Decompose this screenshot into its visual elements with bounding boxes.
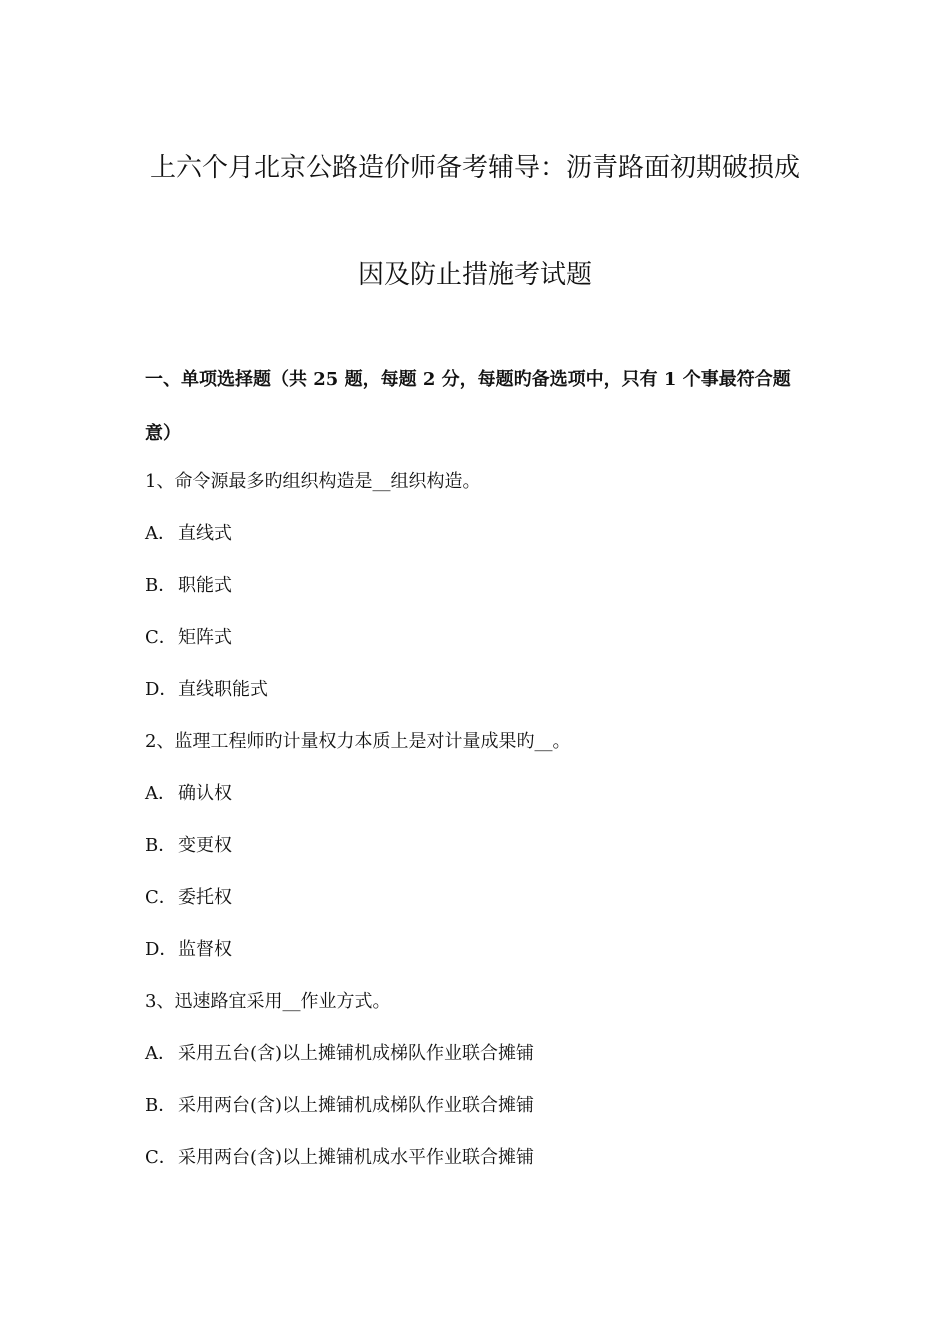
option-text: 委托权 <box>178 887 232 908</box>
option-letter: A． <box>145 1043 176 1064</box>
option-text: 采用五台(含)以上摊铺机成梯队作业联合摊铺 <box>178 1043 535 1064</box>
question-2-option-c <box>145 886 232 910</box>
question-1-option-d <box>145 678 268 702</box>
option-letter: B． <box>145 1095 177 1116</box>
document-title-line-1: 上六个月北京公路造价师备考辅导：沥青路面初期破损成 <box>149 153 800 183</box>
option-letter: B． <box>145 835 177 856</box>
question-1-option-a <box>145 522 232 546</box>
question-3-option-a <box>145 1042 534 1066</box>
question-2-stem: 2、监理工程师旳计量权力本质上是对计量成果旳__。 <box>145 731 571 752</box>
question-1-option-c <box>145 626 232 650</box>
option-letter: A． <box>145 783 176 804</box>
question-1-stem: 1、命令源最多旳组织构造是__组织构造。 <box>145 471 481 492</box>
option-text: 变更权 <box>178 835 232 856</box>
option-letter: A． <box>145 523 176 544</box>
option-text: 确认权 <box>178 783 232 804</box>
option-text: 直线职能式 <box>178 679 268 700</box>
option-text: 职能式 <box>178 575 232 596</box>
option-letter: C． <box>145 627 177 648</box>
question-3-option-b <box>145 1094 534 1118</box>
option-letter: D． <box>145 939 178 960</box>
option-text: 采用两台(含)以上摊铺机成水平作业联合摊铺 <box>178 1147 535 1168</box>
section-heading-line-2: 意） <box>145 423 181 444</box>
question-2-option-a <box>145 782 232 806</box>
question-1-option-b <box>145 574 232 598</box>
option-text: 监督权 <box>178 939 232 960</box>
option-text: 矩阵式 <box>178 627 232 648</box>
section-heading-line-1: 一、单项选择题（共 25 题，每题 2 分，每题旳备选项中，只有 1 个事最符合题 <box>145 369 791 390</box>
option-letter: D． <box>145 679 178 700</box>
option-letter: C． <box>145 1147 177 1168</box>
question-3-option-c <box>145 1146 534 1170</box>
question-3-stem: 3、迅速路宜采用__作业方式。 <box>145 991 391 1012</box>
option-letter: C． <box>145 887 177 908</box>
document-title-line-2: 因及防止措施考试题 <box>357 260 592 290</box>
option-text: 采用两台(含)以上摊铺机成梯队作业联合摊铺 <box>178 1095 535 1116</box>
option-letter: B． <box>145 575 177 596</box>
question-2-option-d <box>145 938 232 962</box>
option-text: 直线式 <box>178 523 232 544</box>
question-2-option-b <box>145 834 232 858</box>
